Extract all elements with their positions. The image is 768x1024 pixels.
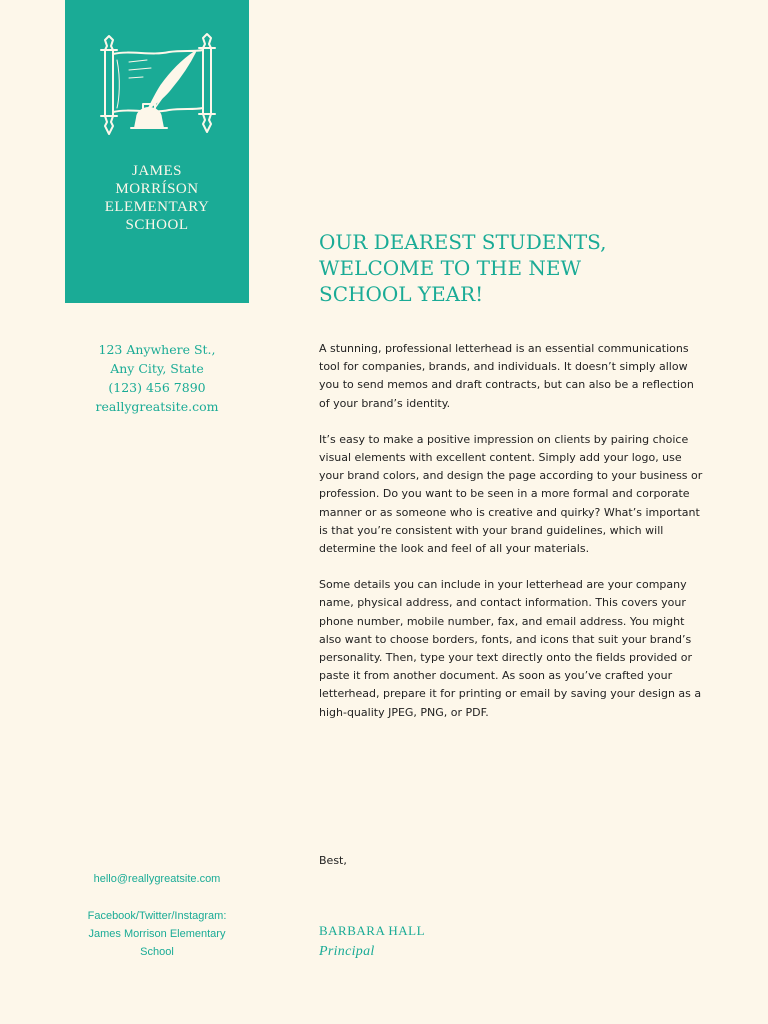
social-media-info (65, 907, 249, 961)
social-line: Facebook/Twitter/Instagram: (87, 910, 227, 922)
signer-name: BARBARA HALL (319, 923, 426, 938)
scroll-and-quill-icon (91, 30, 223, 142)
headline-line: SCHOOL YEAR! (319, 282, 484, 306)
school-name-line: MORRÍSON (115, 181, 199, 197)
social-line: James Morrison Elementary (88, 928, 226, 940)
email-link[interactable]: hello@reallygreatsite.com (93, 873, 221, 885)
letter-headline (319, 229, 719, 307)
phone-number: (123) 456 7890 (108, 380, 206, 395)
headline-line: WELCOME TO THE NEW (319, 256, 582, 280)
letter-body (319, 340, 705, 740)
school-brand-panel (65, 0, 249, 303)
signer-title: Principal (319, 944, 375, 959)
school-name-line: ELEMENTARY (104, 199, 210, 215)
school-address (65, 340, 249, 416)
school-name-line: JAMES (131, 163, 182, 179)
headline-line: OUR DEAREST STUDENTS, (319, 230, 607, 254)
body-paragraph: A stunning, professional letterhead is an essential communications tool for companies, brands, and individuals. It doesn’t simply allow you to send memos and draft contracts, but can also be a reflection of your brand’s identity. (319, 342, 694, 410)
body-paragraph: It’s easy to make a positive impression on clients by pairing choice visual elements with excellent content. Simply add your logo, use your brand colors, and design the page according to your business or profession. Do you want to be seen in a more formal and corporate manner or as someone who is creative and quirky? What’s important is that you’re consistent with your brand guidelines, which will determine the look and feel of all your materials. (319, 432, 703, 556)
school-name-line: SCHOOL (125, 217, 189, 233)
school-name (65, 162, 249, 234)
social-line: School (140, 946, 174, 958)
website-link[interactable]: reallygreatsite.com (95, 399, 219, 414)
city-state: Any City, State (110, 361, 204, 376)
body-paragraph: Some details you can include in your letterhead are your company name, physical address, and contact information. This covers your phone number, mobile number, fax, and email address. You might also want to choose borders, fonts, and icons that suit your brand’s personality. Then, type your text directly onto the fields provided or paste it from another document. As soon as you’ve crafted your letterhead, prepare it for printing or email by saving your design as a high-quality JPEG, PNG, or PDF. (319, 578, 702, 719)
letter-closing: Best, (319, 854, 347, 867)
street-address: 123 Anywhere St., (98, 342, 216, 357)
